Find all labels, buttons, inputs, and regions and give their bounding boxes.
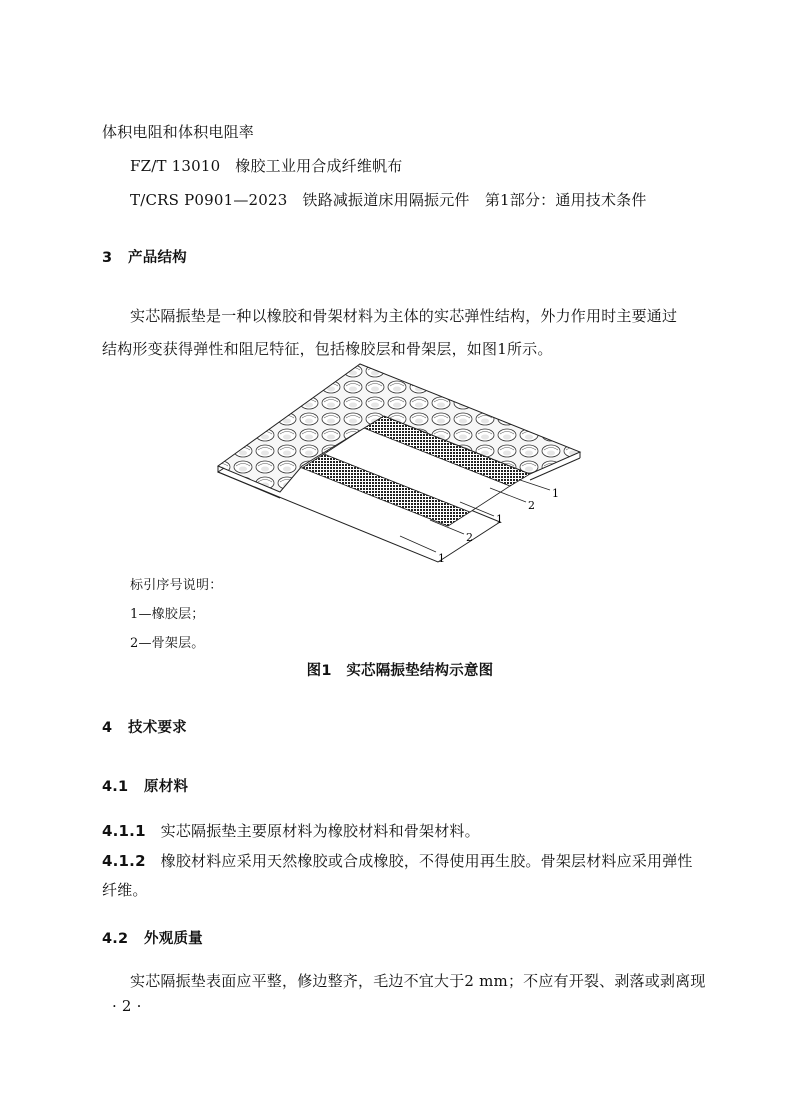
section-title: 外观质量 bbox=[144, 931, 203, 947]
callout-1-top: 1 bbox=[552, 487, 559, 500]
clause-text: 橡胶材料应采用天然橡胶或合成橡胶，不得使用再生胶。骨架层材料应采用弹性 bbox=[160, 852, 693, 870]
figure-1 bbox=[210, 362, 590, 576]
section-title: 产品结构 bbox=[128, 250, 187, 266]
section-title: 技术要求 bbox=[128, 720, 187, 736]
page-number: · 2 · bbox=[112, 997, 142, 1015]
legend-item-1: 1—橡胶层； bbox=[130, 607, 205, 622]
legend-title: 标引序号说明： bbox=[130, 578, 223, 593]
section-number: 4.2 bbox=[102, 931, 129, 947]
reference-line-3 bbox=[130, 190, 647, 210]
figure-caption: 图1 实芯隔振垫结构示意图 bbox=[306, 663, 494, 679]
clause-4-1-2-line-1 bbox=[102, 851, 693, 871]
callout-2-upper: 2 bbox=[528, 499, 535, 512]
section-4-2-para: 实芯隔振垫表面应平整，修边整齐，毛边不宜大于2 mm；不应有开裂、剥落或剥离现 bbox=[130, 972, 706, 990]
clause-text: 实芯隔振垫主要原材料为橡胶材料和骨架材料。 bbox=[160, 822, 480, 840]
section-4-1-heading bbox=[102, 777, 188, 797]
reference-line-1: 体积电阻和体积电阻率 bbox=[102, 123, 255, 141]
section-4-2-heading bbox=[102, 929, 203, 949]
reference-code: FZ/T 13010 bbox=[130, 157, 221, 175]
reference-line-2 bbox=[130, 156, 402, 176]
clause-4-1-2-line-2: 纤维。 bbox=[102, 881, 148, 899]
reference-code: T/CRS P0901—2023 bbox=[130, 191, 288, 209]
legend-item-2: 2—骨架层。 bbox=[130, 636, 205, 651]
section-4-heading bbox=[102, 718, 187, 738]
clause-number: 4.1.1 bbox=[102, 822, 146, 840]
reference-title: 铁路减振道床用隔振元件 第1部分：通用技术条件 bbox=[302, 191, 647, 209]
reference-title: 橡胶工业用合成纤维帆布 bbox=[235, 157, 403, 175]
callout-1-bottom: 1 bbox=[438, 552, 445, 565]
mat-structure-diagram bbox=[210, 362, 590, 572]
section-3-para-line-2: 结构形变获得弹性和阻尼特征，包括橡胶层和骨架层，如图1所示。 bbox=[102, 340, 553, 358]
callout-1-middle: 1 bbox=[496, 513, 503, 526]
section-title: 原材料 bbox=[144, 779, 189, 795]
callout-2-lower: 2 bbox=[466, 531, 473, 544]
section-number: 3 bbox=[102, 250, 113, 266]
clause-number: 4.1.2 bbox=[102, 852, 146, 870]
clause-4-1-1 bbox=[102, 821, 480, 841]
section-3-heading bbox=[102, 248, 187, 268]
section-number: 4.1 bbox=[102, 779, 129, 795]
section-3-para-line-1: 实芯隔振垫是一种以橡胶和骨架材料为主体的实芯弹性结构，外力作用时主要通过 bbox=[130, 307, 678, 325]
section-number: 4 bbox=[102, 720, 113, 736]
